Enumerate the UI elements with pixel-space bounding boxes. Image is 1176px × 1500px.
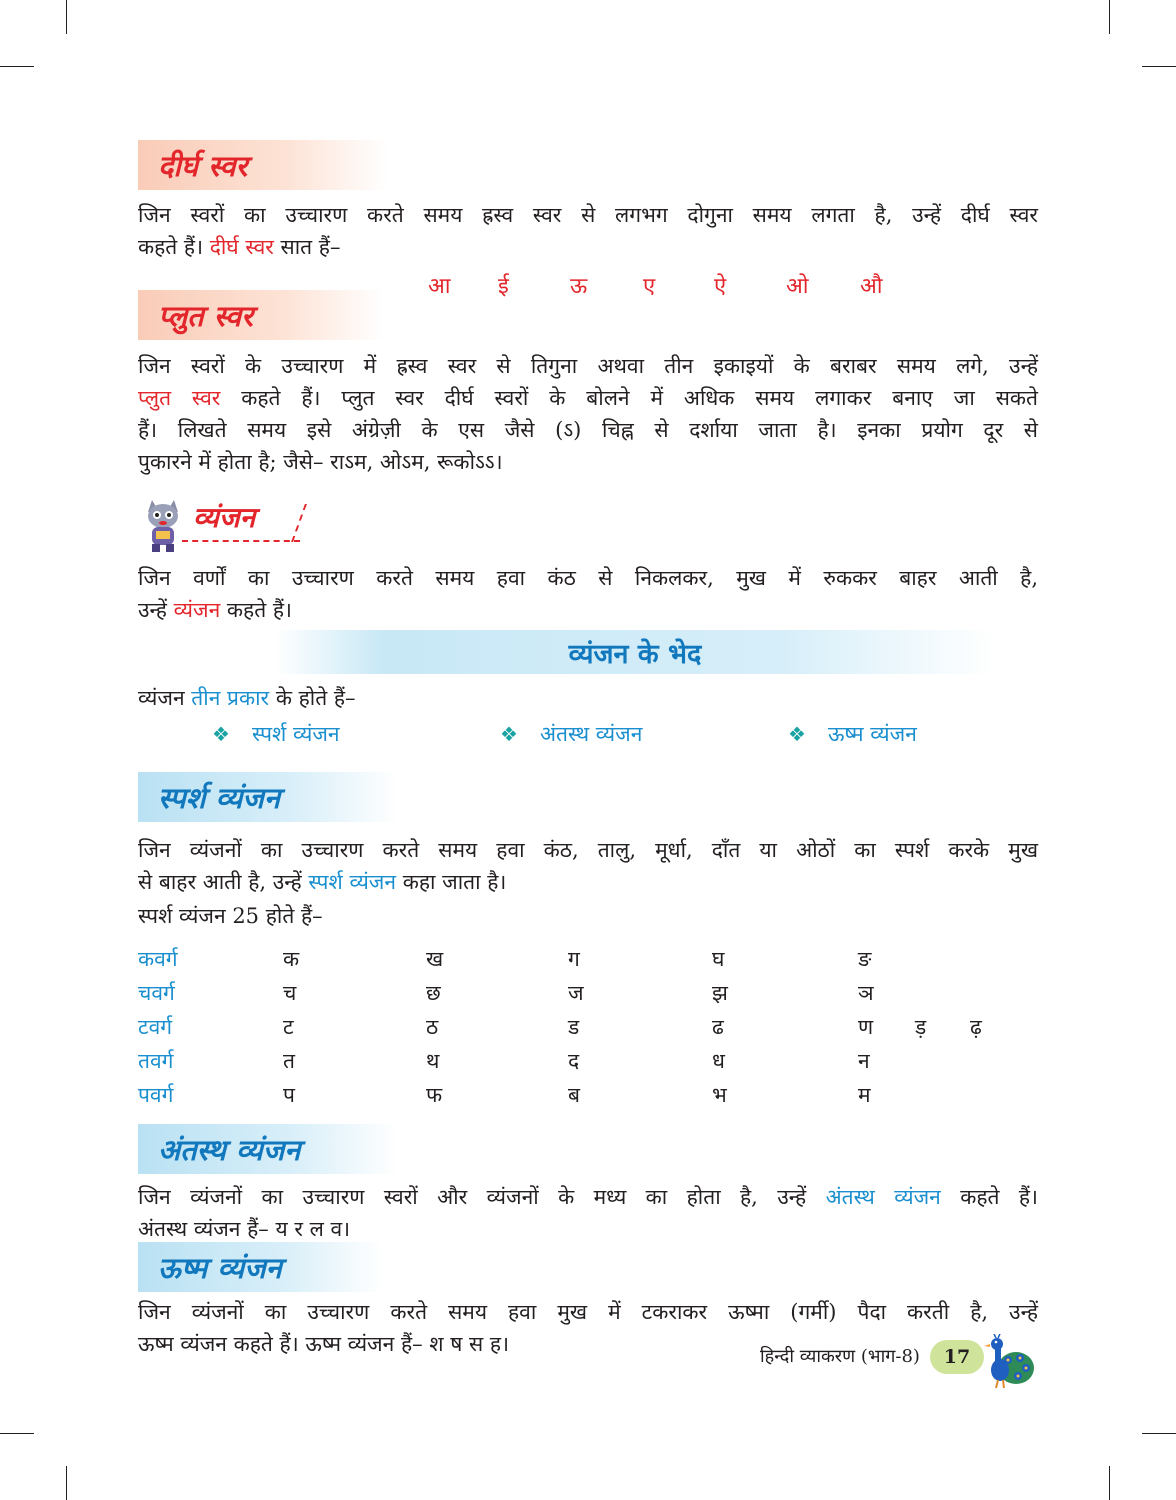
term-highlight: व्यंजन: [173, 598, 221, 622]
vowel-letter: ए: [643, 274, 656, 299]
antastha-paragraph: [138, 1181, 1038, 1245]
bhed-intro: [138, 682, 1038, 714]
paragraph-line: ऊष्म व्यंजन कहते हैं। ऊष्म व्यंजन हैं– श ष स ह।: [138, 1332, 510, 1356]
paragraph-line: जिन व्यंजनों का उच्चारण स्वरों और व्यंजनों के मध्य का होता है, उन्हें अंतस्थ व्यंजन कहते हैं।: [138, 1185, 1038, 1209]
consonant-cell: न: [858, 1049, 870, 1073]
paragraph-line: जिन स्वरों का उच्चारण करते समय ह्रस्व स्वर से लगभग दोगुना समय लगता है, उन्हें दीर्घ स्वर: [138, 203, 1038, 227]
table-row: [0, 979, 1176, 1011]
crop-mark: [1142, 1433, 1176, 1434]
vowel-letter: ई: [498, 274, 509, 299]
paragraph-line: उन्हें व्यंजन कहते हैं।: [138, 598, 292, 622]
consonant-cell: ज: [568, 981, 584, 1005]
sparsh-paragraph: [138, 834, 1038, 932]
consonant-cell: च: [283, 981, 297, 1005]
ushma-vyanjan-heading: ऊष्म व्यंजन: [138, 1242, 383, 1292]
dirgh-swar-paragraph: [138, 199, 1038, 263]
varga-label: कवर्ग: [138, 947, 178, 971]
paragraph-line: व्यंजन तीन प्रकार के होते हैं–: [138, 686, 356, 710]
vowel-letter: आ: [428, 274, 451, 299]
page-number: 17: [930, 1340, 984, 1374]
diamond-bullet-icon: ❖: [500, 722, 518, 746]
vyanjan-bhed-banner: व्यंजन के भेद: [275, 630, 995, 674]
sparsh-vyanjan-heading: स्पर्श व्यंजन: [138, 772, 398, 822]
term-highlight: दीर्घ स्वर: [209, 235, 274, 259]
vyanjan-heading: व्यंजन: [193, 501, 256, 534]
crop-mark: [1109, 1466, 1110, 1500]
diamond-bullet-icon: ❖: [212, 722, 230, 746]
list-item: ❖ स्पर्श व्यंजन: [212, 722, 340, 746]
paragraph-line: प्लुत स्वर कहते हैं। प्लुत स्वर दीर्घ स्वरों के बोलने में अधिक समय लगाकर बनाए जा सकते: [138, 386, 1038, 410]
vyanjan-heading-divider: [291, 504, 307, 542]
term-highlight: स्पर्श व्यंजन: [308, 870, 397, 894]
paragraph-line: जिन व्यंजनों का उच्चारण करते समय हवा कंठ, तालु, मूर्धा, दाँत या ओठों का स्पर्श करके मुख: [138, 838, 1038, 862]
plut-swar-paragraph: [138, 350, 1038, 478]
term-highlight: अंतस्थ व्यंजन: [825, 1185, 941, 1209]
paragraph-line: जिन व्यंजनों का उच्चारण करते समय हवा मुख में टकराकर ऊष्मा (गर्मी) पैदा करती है, उन्हें: [138, 1300, 1038, 1324]
list-item: ❖ ऊष्म व्यंजन: [788, 722, 917, 746]
paragraph-line: पुकारने में होता है; जैसे– राऽम, ओऽम, रूकोऽऽ।: [138, 450, 503, 474]
varga-label: पवर्ग: [138, 1083, 174, 1107]
vowel-letter: औ: [860, 274, 883, 299]
cat-mascot-icon: [140, 498, 186, 554]
vyanjan-heading-divider: [182, 540, 300, 542]
consonant-cell: ब: [568, 1083, 580, 1107]
consonant-cell: ट: [283, 1015, 294, 1039]
paragraph-line: जिन वर्णों का उच्चारण करते समय हवा कंठ से निकलकर, मुख में रुककर बाहर आती है,: [138, 566, 1038, 590]
table-row: [0, 1047, 1176, 1079]
paragraph-line: हैं। लिखते समय इसे अंग्रेज़ी के एस जैसे (ऽ) चिह्न से दर्शाया जाता है। इनका प्रयोग दूर से: [138, 418, 1038, 442]
consonant-cell: घ: [712, 947, 725, 971]
consonant-cell: ढ़: [970, 1015, 982, 1039]
consonant-cell: भ: [712, 1083, 727, 1107]
consonant-cell: ध: [712, 1049, 725, 1073]
crop-mark: [66, 0, 67, 34]
peacock-icon: [978, 1334, 1036, 1390]
crop-mark: [1109, 0, 1110, 34]
paragraph-line: स्पर्श व्यंजन 25 होते हैं–: [138, 904, 323, 928]
consonant-cell: फ: [426, 1083, 443, 1107]
consonant-cell: झ: [712, 981, 728, 1005]
crop-mark: [0, 1433, 34, 1434]
consonant-cell: ढ: [712, 1015, 724, 1039]
vowel-letter: ऐ: [714, 274, 727, 299]
consonant-cell: ठ: [426, 1015, 439, 1039]
crop-mark: [1142, 66, 1176, 67]
crop-mark: [66, 1466, 67, 1500]
term-highlight: प्लुत स्वर: [138, 386, 221, 410]
book-title: हिन्दी व्याकरण (भाग-8): [760, 1346, 920, 1367]
consonant-cell: क: [283, 947, 300, 971]
consonant-cell: ङ: [858, 947, 872, 971]
vyanjan-paragraph: [138, 562, 1038, 626]
paragraph-line: जिन स्वरों के उच्चारण में ह्रस्व स्वर से तिगुना अथवा तीन इकाइयों के बराबर समय लगे, उन्हें: [138, 354, 1038, 378]
paragraph-line: से बाहर आती है, उन्हें स्पर्श व्यंजन कहा जाता है।: [138, 870, 507, 894]
consonant-cell: ड़: [915, 1015, 927, 1039]
consonant-cell: प: [283, 1083, 295, 1107]
list-item: ❖ अंतस्थ व्यंजन: [500, 722, 643, 746]
diamond-bullet-icon: ❖: [788, 722, 806, 746]
varga-label: चवर्ग: [138, 981, 175, 1005]
consonant-cell: ञ: [858, 981, 874, 1005]
vowel-letter: ऊ: [570, 274, 588, 299]
table-row: [0, 1081, 1176, 1113]
term-highlight: तीन प्रकार: [191, 686, 270, 710]
paragraph-line: कहते हैं। दीर्घ स्वर सात हैं–: [138, 235, 341, 259]
dirgh-swar-heading: दीर्घ स्वर: [138, 140, 388, 190]
antastha-vyanjan-heading: अंतस्थ व्यंजन: [138, 1124, 398, 1174]
consonant-cell: थ: [426, 1049, 440, 1073]
varga-label: तवर्ग: [138, 1049, 174, 1073]
consonant-cell: म: [858, 1083, 871, 1107]
vowel-letter: ओ: [786, 274, 809, 299]
consonant-cell: छ: [426, 981, 441, 1005]
consonant-cell: त: [283, 1049, 295, 1073]
paragraph-line: अंतस्थ व्यंजन हैं– य र ल व।: [138, 1217, 351, 1241]
consonant-cell: ख: [426, 947, 444, 971]
consonant-cell: ड: [568, 1015, 580, 1039]
varga-label: टवर्ग: [138, 1015, 173, 1039]
consonant-cell: द: [568, 1049, 580, 1073]
table-row: [0, 945, 1176, 977]
plut-swar-heading: प्लुत स्वर: [138, 290, 383, 340]
consonant-cell: ण: [858, 1015, 874, 1039]
consonant-cell: ग: [568, 947, 580, 971]
table-row: [0, 1013, 1176, 1045]
crop-mark: [0, 66, 34, 67]
